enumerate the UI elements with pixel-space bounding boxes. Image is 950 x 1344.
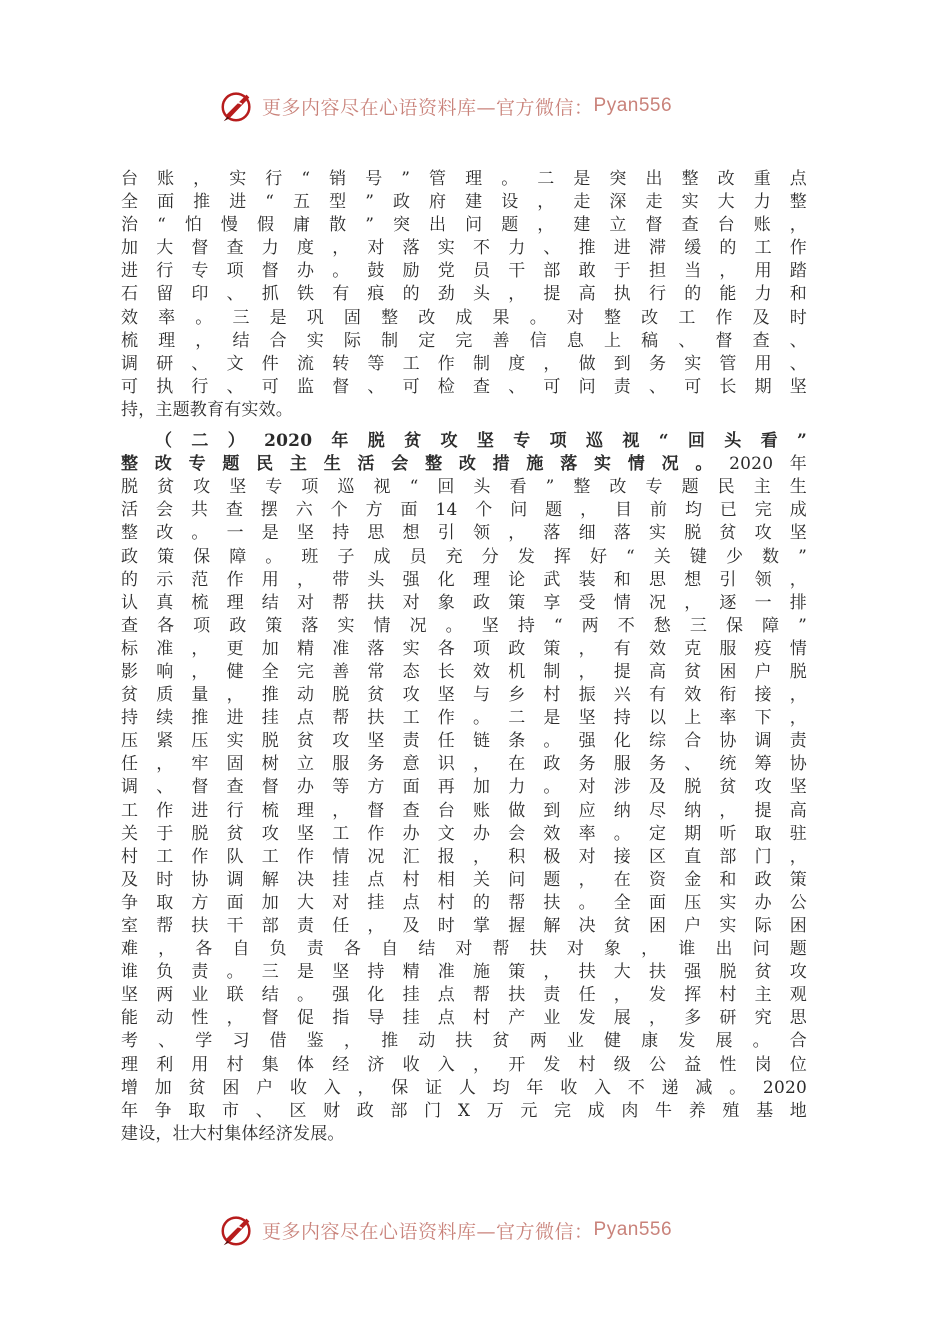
footer-banner-text: 更多内容尽在心语资料库—官方微信： [262, 1220, 594, 1243]
text-line: 任，牢固树立服务意识，在政务服务、统筹协 [121, 754, 807, 775]
text-line: 进行专项督办。鼓励党员干部敢于担当，用踏 [121, 261, 807, 282]
text-line: 查各项政策落实情况。坚持“两不愁三保障” [121, 615, 807, 636]
text-line: 贫质量，推动脱贫攻坚与乡村振兴有效衔接， [121, 685, 807, 706]
text-line: 村工作队工作情况汇报，积极对接区直部门， [121, 846, 807, 867]
text-line: 关于脱贫攻坚工作办文办会效率。定期听取驻 [121, 823, 807, 844]
text-line: 年争取市、区财政部门X万元完成肉牛养殖基地 [121, 1100, 807, 1121]
document-body [121, 168, 807, 1146]
text-line: 调研、文件流转等工作制度，做到务实管用、 [121, 353, 807, 374]
text-line: 压紧压实脱贫攻坚责任链条。强化综合协调责 [121, 731, 807, 752]
footer-banner [218, 1210, 718, 1250]
text-line: 活会共查摆六个方面14个问题，目前均已完成 [121, 500, 807, 521]
text-line: 难，各自负责各自结对帮扶对象，谁出问题 [121, 939, 807, 960]
section-heading-poverty-alleviation [121, 430, 807, 476]
text-line: 持，主题教育有实效。 [121, 399, 293, 420]
text-line: 台账，实行“销号”管理。二是突出整改重点 [121, 169, 807, 189]
heading-line [121, 453, 807, 476]
header-wechat-id: Pyan556 [593, 95, 673, 116]
text-line: 可执行、可监督、可检查、可问责、可长期坚 [121, 376, 807, 397]
text-line: 工作进行梳理，督查台账做到应纳尽纳，提高 [121, 800, 807, 821]
text-line: 理利用村集体经济收入，开发村级公益性岗位 [121, 1054, 807, 1075]
header-banner [218, 86, 718, 126]
text-line: 谁负责。三是坚持精准施策，扶大扶强脱贫攻 [121, 962, 807, 983]
heading-line: （二）2020年脱贫攻坚专项巡视“回头看” [155, 431, 807, 452]
heading-bold-text: 整改专题民主生活会整改措施落实情况。 [121, 454, 730, 475]
text-line: 标准，更加精准落实各项政策，有效克服疫情 [121, 638, 807, 659]
text-line: 增加贫困户收入，保证人均年收入不递减。2020 [121, 1077, 807, 1098]
text-line: 效率。三是巩固整改成果。对整改工作及时 [121, 307, 807, 328]
text-line: 脱贫攻坚专项巡视“回头看”整改专题民主生 [121, 477, 807, 498]
text-line: 梳理，结合实际制定完善信息上稿、督查、 [121, 330, 807, 351]
footer-wechat-id: Pyan556 [593, 1219, 673, 1240]
paragraph-rectification-summary [121, 168, 807, 422]
text-line: 室帮扶干部责任，及时掌握解决贫困户实际困 [121, 916, 807, 936]
text-line: 石留印、抓铁有痕的劲头，提高执行的能力和 [121, 284, 807, 305]
paragraph-poverty-alleviation-details [121, 476, 807, 1146]
text-line: 政策保障。班子成员充分发挥好“关键少数” [121, 546, 807, 567]
pen-logo-icon [218, 1211, 256, 1249]
text-line: 整改。一是坚持思想引领，落细落实脱贫攻坚 [121, 523, 807, 544]
text-line: 考、学习借鉴，推动扶贫两业健康发展。合 [121, 1031, 807, 1052]
text-line: 及时协调解决挂点村相关问题，在资金和政策 [121, 869, 807, 890]
text-line: 持续推进挂点帮扶工作。二是坚持以上率下， [121, 708, 807, 729]
text-line: 建设，壮大村集体经济发展。 [121, 1123, 345, 1144]
text-line: 认真梳理结对帮扶对象政策享受情况，逐一排 [121, 592, 807, 613]
header-banner-text: 更多内容尽在心语资料库—官方微信： [262, 96, 594, 119]
text-line: 加大督查力度，对落实不力、推进滞缓的工作 [121, 238, 807, 259]
text-line: 治“怕慢假庸散”突出问题，建立督查台账， [121, 215, 807, 236]
text-line: 争取方面加大对挂点村的帮扶。全面压实办公 [121, 892, 807, 913]
text-line: 调、督查督办等方面再加力。对涉及脱贫攻坚 [121, 777, 807, 798]
text-line: 坚两业联结。强化挂点帮扶责任，发挥村主观 [121, 985, 807, 1006]
text-line: 能动性，督促指导挂点村产业发展，多研究思 [121, 1008, 807, 1029]
text-line: 影响，健全完善常态长效机制，提高贫困户脱 [121, 661, 807, 682]
pen-logo-icon [218, 87, 256, 125]
heading-tail-text: 2020年 [729, 454, 807, 475]
text-line: 全面推进“五型”政府建设，走深走实大力整 [121, 192, 807, 213]
text-line: 的示范作用，带头强化理论武装和思想引领， [121, 569, 807, 590]
